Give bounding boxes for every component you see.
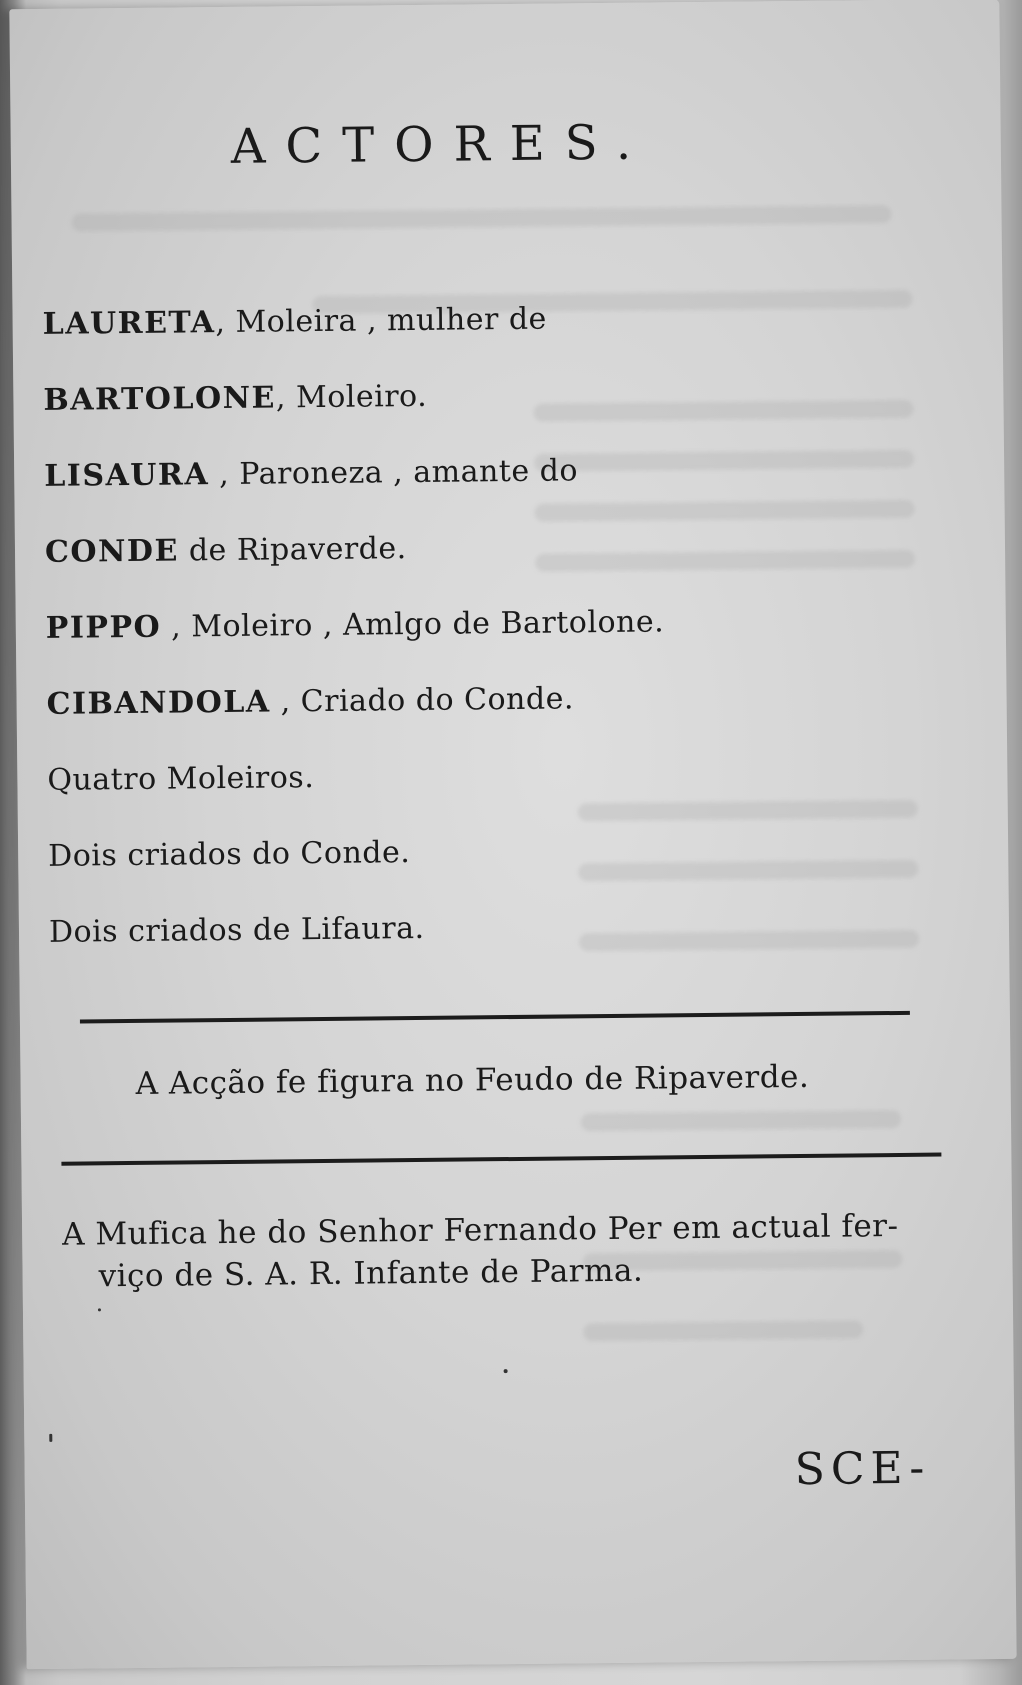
actor-entry bbox=[49, 905, 950, 990]
actor-name: LAURETA bbox=[42, 305, 216, 342]
actor-entry bbox=[45, 525, 946, 610]
setting-note: A Acção fe figura no Feudo de Ripaverde. bbox=[135, 1058, 810, 1102]
actor-description: Dois criados do Conde. bbox=[48, 835, 411, 874]
catchword: SCE- bbox=[794, 1442, 931, 1496]
ink-speck bbox=[504, 1369, 508, 1373]
actor-list bbox=[42, 297, 949, 990]
actor-name: CIBANDOLA bbox=[46, 684, 271, 722]
actor-description: Quatro Moleiros. bbox=[47, 760, 315, 798]
actor-description: , Criado do Conde. bbox=[270, 681, 575, 720]
actor-description: de Ripaverde. bbox=[178, 531, 407, 569]
page-title: ACTORES. bbox=[230, 114, 652, 175]
actor-description: , Moleiro. bbox=[275, 378, 428, 416]
actor-entry bbox=[48, 829, 949, 914]
ink-speck bbox=[98, 1308, 101, 1311]
book-page bbox=[9, 0, 1016, 1669]
actor-entry bbox=[46, 601, 947, 686]
actor-name: BARTOLONE bbox=[43, 380, 277, 418]
ink-speck bbox=[49, 1434, 52, 1442]
actor-description: , Paroneza , amante do bbox=[208, 453, 579, 493]
music-credit-line: A Mufica he do Senhor Fernando Per em actual fer- bbox=[61, 1207, 899, 1253]
actor-entry bbox=[46, 677, 947, 762]
actor-entry bbox=[43, 373, 944, 458]
music-credit-line: viço de S. A. R. Infante de Parma. bbox=[98, 1252, 644, 1295]
actor-name: LISAURA bbox=[44, 457, 210, 494]
actor-entry bbox=[47, 753, 948, 838]
actor-description: Dois criados de Lifaura. bbox=[48, 910, 425, 950]
music-credit bbox=[62, 1204, 963, 1297]
actor-name: CONDE bbox=[44, 533, 180, 570]
page-text bbox=[9, 0, 1016, 1669]
actor-description: , Moleira , mulher de bbox=[215, 301, 547, 341]
divider-rule bbox=[80, 1011, 910, 1024]
divider-rule bbox=[61, 1153, 941, 1166]
actor-name: PIPPO bbox=[45, 609, 162, 646]
actor-entry bbox=[42, 297, 943, 382]
actor-entry bbox=[44, 449, 945, 534]
actor-description: , Moleiro , Amlgo de Bartolone. bbox=[160, 604, 665, 645]
